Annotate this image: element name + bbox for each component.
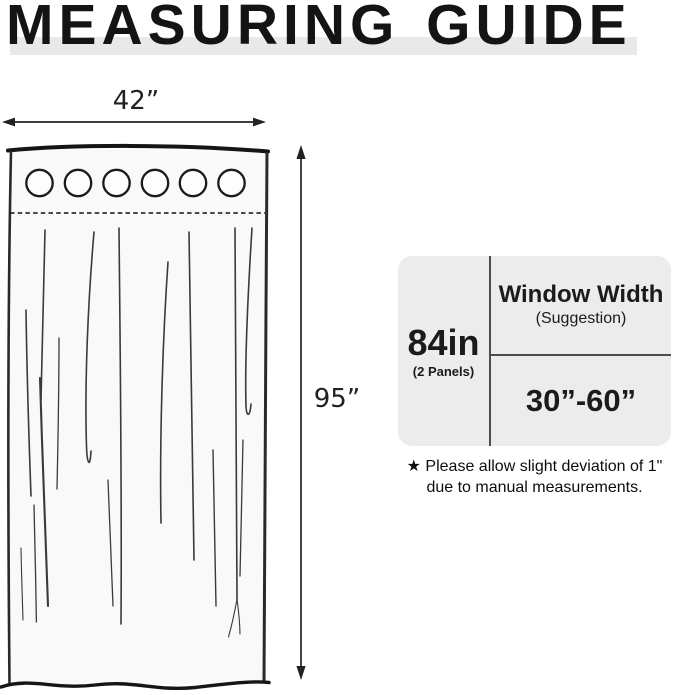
height-arrow	[296, 145, 305, 680]
grommet	[65, 170, 91, 196]
note-line-1: ★ Please allow slight deviation of 1"	[406, 458, 663, 475]
note-line-2: due to manual measurements.	[426, 479, 643, 496]
window-width-subtitle: (Suggestion)	[535, 310, 627, 327]
size-table	[398, 256, 671, 446]
window-width-header-cell	[491, 256, 671, 354]
curtain-height-label: 95”	[313, 384, 361, 414]
grommet	[26, 170, 52, 196]
panel-length-value: 84in	[407, 321, 480, 363]
width-range-cell	[491, 356, 671, 446]
page-title: MEASURING GUIDE	[6, 0, 632, 57]
grommet	[103, 170, 129, 196]
panel-count-label: (2 Panels)	[412, 363, 475, 379]
grommet	[180, 170, 206, 196]
window-width-title: Window Width	[498, 281, 664, 308]
width-range-value: 30”-60”	[525, 383, 637, 418]
curtain-width-label: 42”	[112, 86, 160, 116]
grommet	[218, 170, 244, 196]
deviation-note	[390, 456, 679, 498]
panel-size-cell	[398, 256, 489, 446]
grommet	[142, 170, 168, 196]
width-arrow	[2, 118, 266, 127]
